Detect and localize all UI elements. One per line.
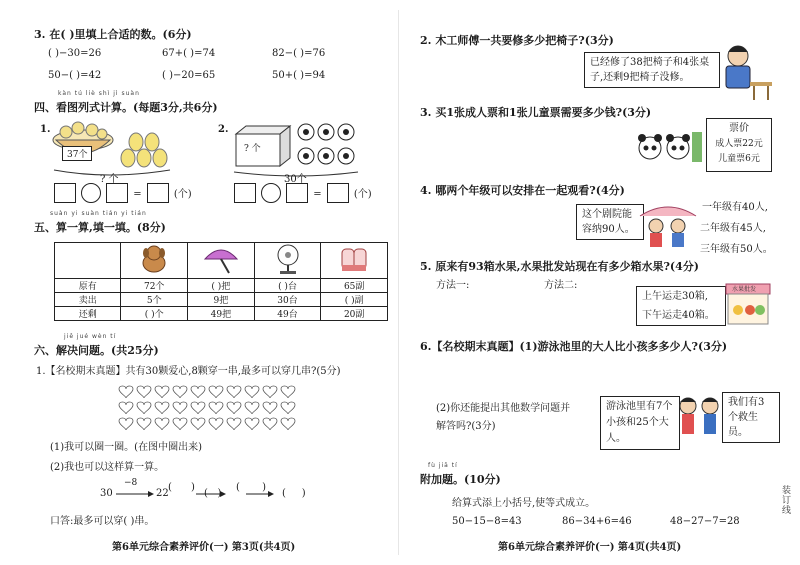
answer-box[interactable] bbox=[147, 183, 169, 203]
s4-pinyin: kàn tú liè shì jì suàn bbox=[58, 90, 140, 97]
heart-icon[interactable] bbox=[137, 402, 151, 414]
chain-start: 30 bbox=[100, 488, 113, 499]
sales-table bbox=[54, 242, 388, 321]
heart-icon[interactable] bbox=[263, 418, 277, 430]
s6-pinyin: jiě jué wèn tí bbox=[64, 333, 117, 340]
heart-icon[interactable] bbox=[227, 418, 241, 430]
rq5-method2: 方法二: bbox=[544, 280, 578, 291]
s6-sub2: (2)我也可以这样算一算。 bbox=[50, 462, 165, 473]
toy-dog-icon bbox=[136, 243, 172, 275]
table-cell: 9把 bbox=[188, 293, 255, 307]
ticket-child: 儿童票6元 bbox=[718, 154, 760, 164]
s4-p2-num: 2. bbox=[218, 124, 229, 135]
umbrella-icon bbox=[201, 243, 241, 275]
answer-box[interactable] bbox=[234, 183, 256, 203]
stall-sign: 水果批发 bbox=[732, 286, 757, 293]
s4-p1-num: 1. bbox=[40, 124, 51, 135]
heart-icon[interactable] bbox=[173, 402, 187, 414]
table-cell: 65副 bbox=[321, 279, 388, 293]
heart-icon[interactable] bbox=[209, 418, 223, 430]
q3-eq-3: 82−( )=76 bbox=[272, 48, 326, 59]
rq2-title: 2. 木工师傅一共要修多少把椅子?(3分) bbox=[420, 34, 614, 47]
chain-blank-result3[interactable]: ( ) bbox=[282, 488, 306, 499]
equals-sign: = bbox=[313, 189, 322, 200]
heart-icon[interactable] bbox=[155, 418, 169, 430]
heart-icon[interactable] bbox=[263, 402, 277, 414]
table-cell[interactable]: ( )副 bbox=[321, 293, 388, 307]
carpenter-illustration bbox=[712, 38, 774, 104]
heart-icon[interactable] bbox=[245, 418, 259, 430]
table-cell[interactable]: ( )个 bbox=[121, 307, 188, 321]
table-cell[interactable]: ( )台 bbox=[254, 279, 321, 293]
s6-title: 六、解决问题。(共25分) bbox=[34, 344, 159, 357]
equals-sign: = bbox=[133, 189, 142, 200]
answer-box[interactable] bbox=[286, 183, 308, 203]
heart-icon[interactable] bbox=[245, 402, 259, 414]
chain-op1: −8 bbox=[124, 478, 138, 488]
answer-box[interactable] bbox=[54, 183, 76, 203]
table-cell: 5个 bbox=[121, 293, 188, 307]
heart-icon[interactable] bbox=[119, 418, 133, 430]
heart-icon[interactable] bbox=[119, 402, 133, 414]
s6-q1: 1.【名校期末真题】共有30颗爱心,8颗穿一串,最多可以穿几串?(5分) bbox=[36, 366, 341, 377]
box-label: ? 个 bbox=[244, 144, 261, 154]
heart-icon[interactable] bbox=[209, 402, 223, 414]
p1-answer-boxes bbox=[54, 182, 192, 203]
basket-label: 37个 bbox=[62, 146, 92, 161]
q3-eq-4: 50−( )=42 bbox=[48, 70, 102, 81]
electric-fan-icon bbox=[270, 243, 306, 275]
q3-eq-5: ( )−20=65 bbox=[162, 70, 216, 81]
binding-margin-text: 装订线 bbox=[782, 486, 792, 516]
table-header-blank bbox=[55, 243, 121, 279]
heart-icon[interactable] bbox=[191, 402, 205, 414]
heart-icon[interactable] bbox=[245, 386, 259, 398]
grade-2: 二年级有45人, bbox=[700, 223, 766, 234]
heart-icon[interactable] bbox=[119, 386, 133, 398]
rq2-speech-bubble: 已经修了38把椅子和4张桌子,还剩9把椅子没修。 bbox=[584, 52, 720, 88]
row-label-remaining: 还剩 bbox=[55, 307, 121, 321]
answer-box[interactable] bbox=[327, 183, 349, 203]
q3-title: 3. 在( )里填上合适的数。(6分) bbox=[34, 28, 192, 41]
ticket-adult: 成人票22元 bbox=[715, 139, 763, 149]
rq5-note1: 上午运走30箱, bbox=[642, 291, 708, 302]
p1-total: ? 个 bbox=[100, 174, 119, 185]
bonus-title: 附加题。(10分) bbox=[420, 473, 501, 486]
operator-circle[interactable] bbox=[261, 183, 281, 203]
heart-icon[interactable] bbox=[137, 418, 151, 430]
table-cell: 49把 bbox=[188, 307, 255, 321]
rq6-speech-bubble: 游泳池里有7个小孩和25个大人。 bbox=[600, 396, 680, 450]
fan-cell bbox=[254, 243, 321, 279]
s6-sub1: (1)我可以圈一圈。(在图中圈出来) bbox=[50, 442, 202, 453]
gloves-cell bbox=[321, 243, 388, 279]
unit-label: (个) bbox=[173, 189, 192, 200]
table-cell: 49台 bbox=[254, 307, 321, 321]
row-label-sold: 卖出 bbox=[55, 293, 121, 307]
ticket-title: 票价 bbox=[729, 123, 749, 134]
bonus-desc: 给算式添上小括号,使等式成立。 bbox=[452, 498, 596, 509]
chain-blank-result2[interactable]: ( ) bbox=[204, 488, 222, 499]
theater-kids-illustration bbox=[638, 198, 698, 254]
answer-box[interactable] bbox=[106, 183, 128, 203]
rq3-title: 3. 买1张成人票和1张儿童票需要多少钱?(3分) bbox=[420, 106, 652, 119]
rq5-title: 5. 原来有93箱水果,水果批发站现在有多少箱水果?(4分) bbox=[420, 260, 699, 273]
left-footer: 第6单元综合素养评价(一) 第3页(共4页) bbox=[112, 542, 296, 553]
heart-icon[interactable] bbox=[137, 386, 151, 398]
heart-icon[interactable] bbox=[281, 418, 295, 430]
rq6-sub2: (2)你还能提出其他数学问题并解答吗?(3分) bbox=[436, 403, 571, 432]
heart-icon[interactable] bbox=[191, 418, 205, 430]
umbrella-cell bbox=[188, 243, 255, 279]
bonus-eq-3[interactable]: 48−27−7=28 bbox=[670, 516, 740, 527]
row-label-original: 原有 bbox=[55, 279, 121, 293]
heart-icon[interactable] bbox=[173, 418, 187, 430]
table-cell[interactable]: ( )把 bbox=[188, 279, 255, 293]
bonus-eq-1[interactable]: 50−15−8=43 bbox=[452, 516, 522, 527]
s6-answer: 口答:最多可以穿( )串。 bbox=[50, 516, 155, 527]
table-cell: 72个 bbox=[121, 279, 188, 293]
hearts-illustration[interactable] bbox=[118, 380, 318, 432]
swimming-kids-illustration bbox=[674, 392, 724, 454]
chain-mid: 22 bbox=[156, 488, 169, 499]
rq5-note2: 下午运走40箱。 bbox=[642, 310, 715, 321]
heart-icon[interactable] bbox=[227, 402, 241, 414]
chain-blank-op3[interactable]: ( ) bbox=[236, 482, 267, 493]
rq4-title: 4. 哪两个年级可以安排在一起观看?(4分) bbox=[420, 184, 625, 197]
table-cell: 30台 bbox=[254, 293, 321, 307]
unit-label: (个) bbox=[353, 189, 372, 200]
heart-icon[interactable] bbox=[281, 386, 295, 398]
heart-icon[interactable] bbox=[263, 386, 277, 398]
gloves-icon bbox=[336, 243, 372, 275]
heart-icon[interactable] bbox=[281, 402, 295, 414]
bonus-pinyin: fù jiā tí bbox=[428, 462, 458, 469]
s4-title: 四、看图列式计算。(每题3分,共6分) bbox=[34, 101, 218, 114]
heart-icon[interactable] bbox=[155, 402, 169, 414]
p2-total: 30个 bbox=[284, 174, 307, 185]
heart-icon[interactable] bbox=[191, 386, 205, 398]
dog-toy-cell bbox=[121, 243, 188, 279]
bonus-eq-2[interactable]: 86−34+6=46 bbox=[562, 516, 632, 527]
rq6-speech-bubble-2: 我们有3个救生员。 bbox=[722, 392, 780, 443]
rq6-title: 6.【名校期末真题】(1)游泳池里的大人比小孩多多少人?(3分) bbox=[420, 340, 728, 353]
p2-answer-boxes bbox=[234, 182, 372, 203]
q3-eq-6: 50+( )=94 bbox=[272, 70, 326, 81]
heart-icon[interactable] bbox=[227, 386, 241, 398]
page-divider bbox=[398, 10, 399, 555]
heart-icon[interactable] bbox=[209, 386, 223, 398]
table-cell: 20副 bbox=[321, 307, 388, 321]
q3-eq-1: ( )−30=26 bbox=[48, 48, 102, 59]
grade-3: 三年级有50人。 bbox=[700, 244, 773, 255]
s5-title: 五、算一算,填一填。(8分) bbox=[34, 221, 166, 234]
rq5-note bbox=[636, 286, 726, 326]
s5-pinyin: suàn yi suàn tián yi tián bbox=[50, 210, 147, 217]
operator-circle[interactable] bbox=[81, 183, 101, 203]
heart-icon[interactable] bbox=[173, 386, 187, 398]
heart-icon[interactable] bbox=[155, 386, 169, 398]
rq4-speech-bubble: 这个剧院能容纳90人。 bbox=[576, 204, 644, 240]
panda-illustration bbox=[634, 118, 704, 168]
right-footer: 第6单元综合素养评价(一) 第4页(共4页) bbox=[498, 542, 682, 553]
ticket-price-board bbox=[706, 118, 772, 172]
grade-1: 一年级有40人, bbox=[702, 202, 768, 213]
chain-blank-op2[interactable]: ( ) bbox=[168, 482, 195, 493]
q3-eq-2: 67+( )=74 bbox=[162, 48, 216, 59]
rq5-method1: 方法一: bbox=[436, 280, 470, 291]
